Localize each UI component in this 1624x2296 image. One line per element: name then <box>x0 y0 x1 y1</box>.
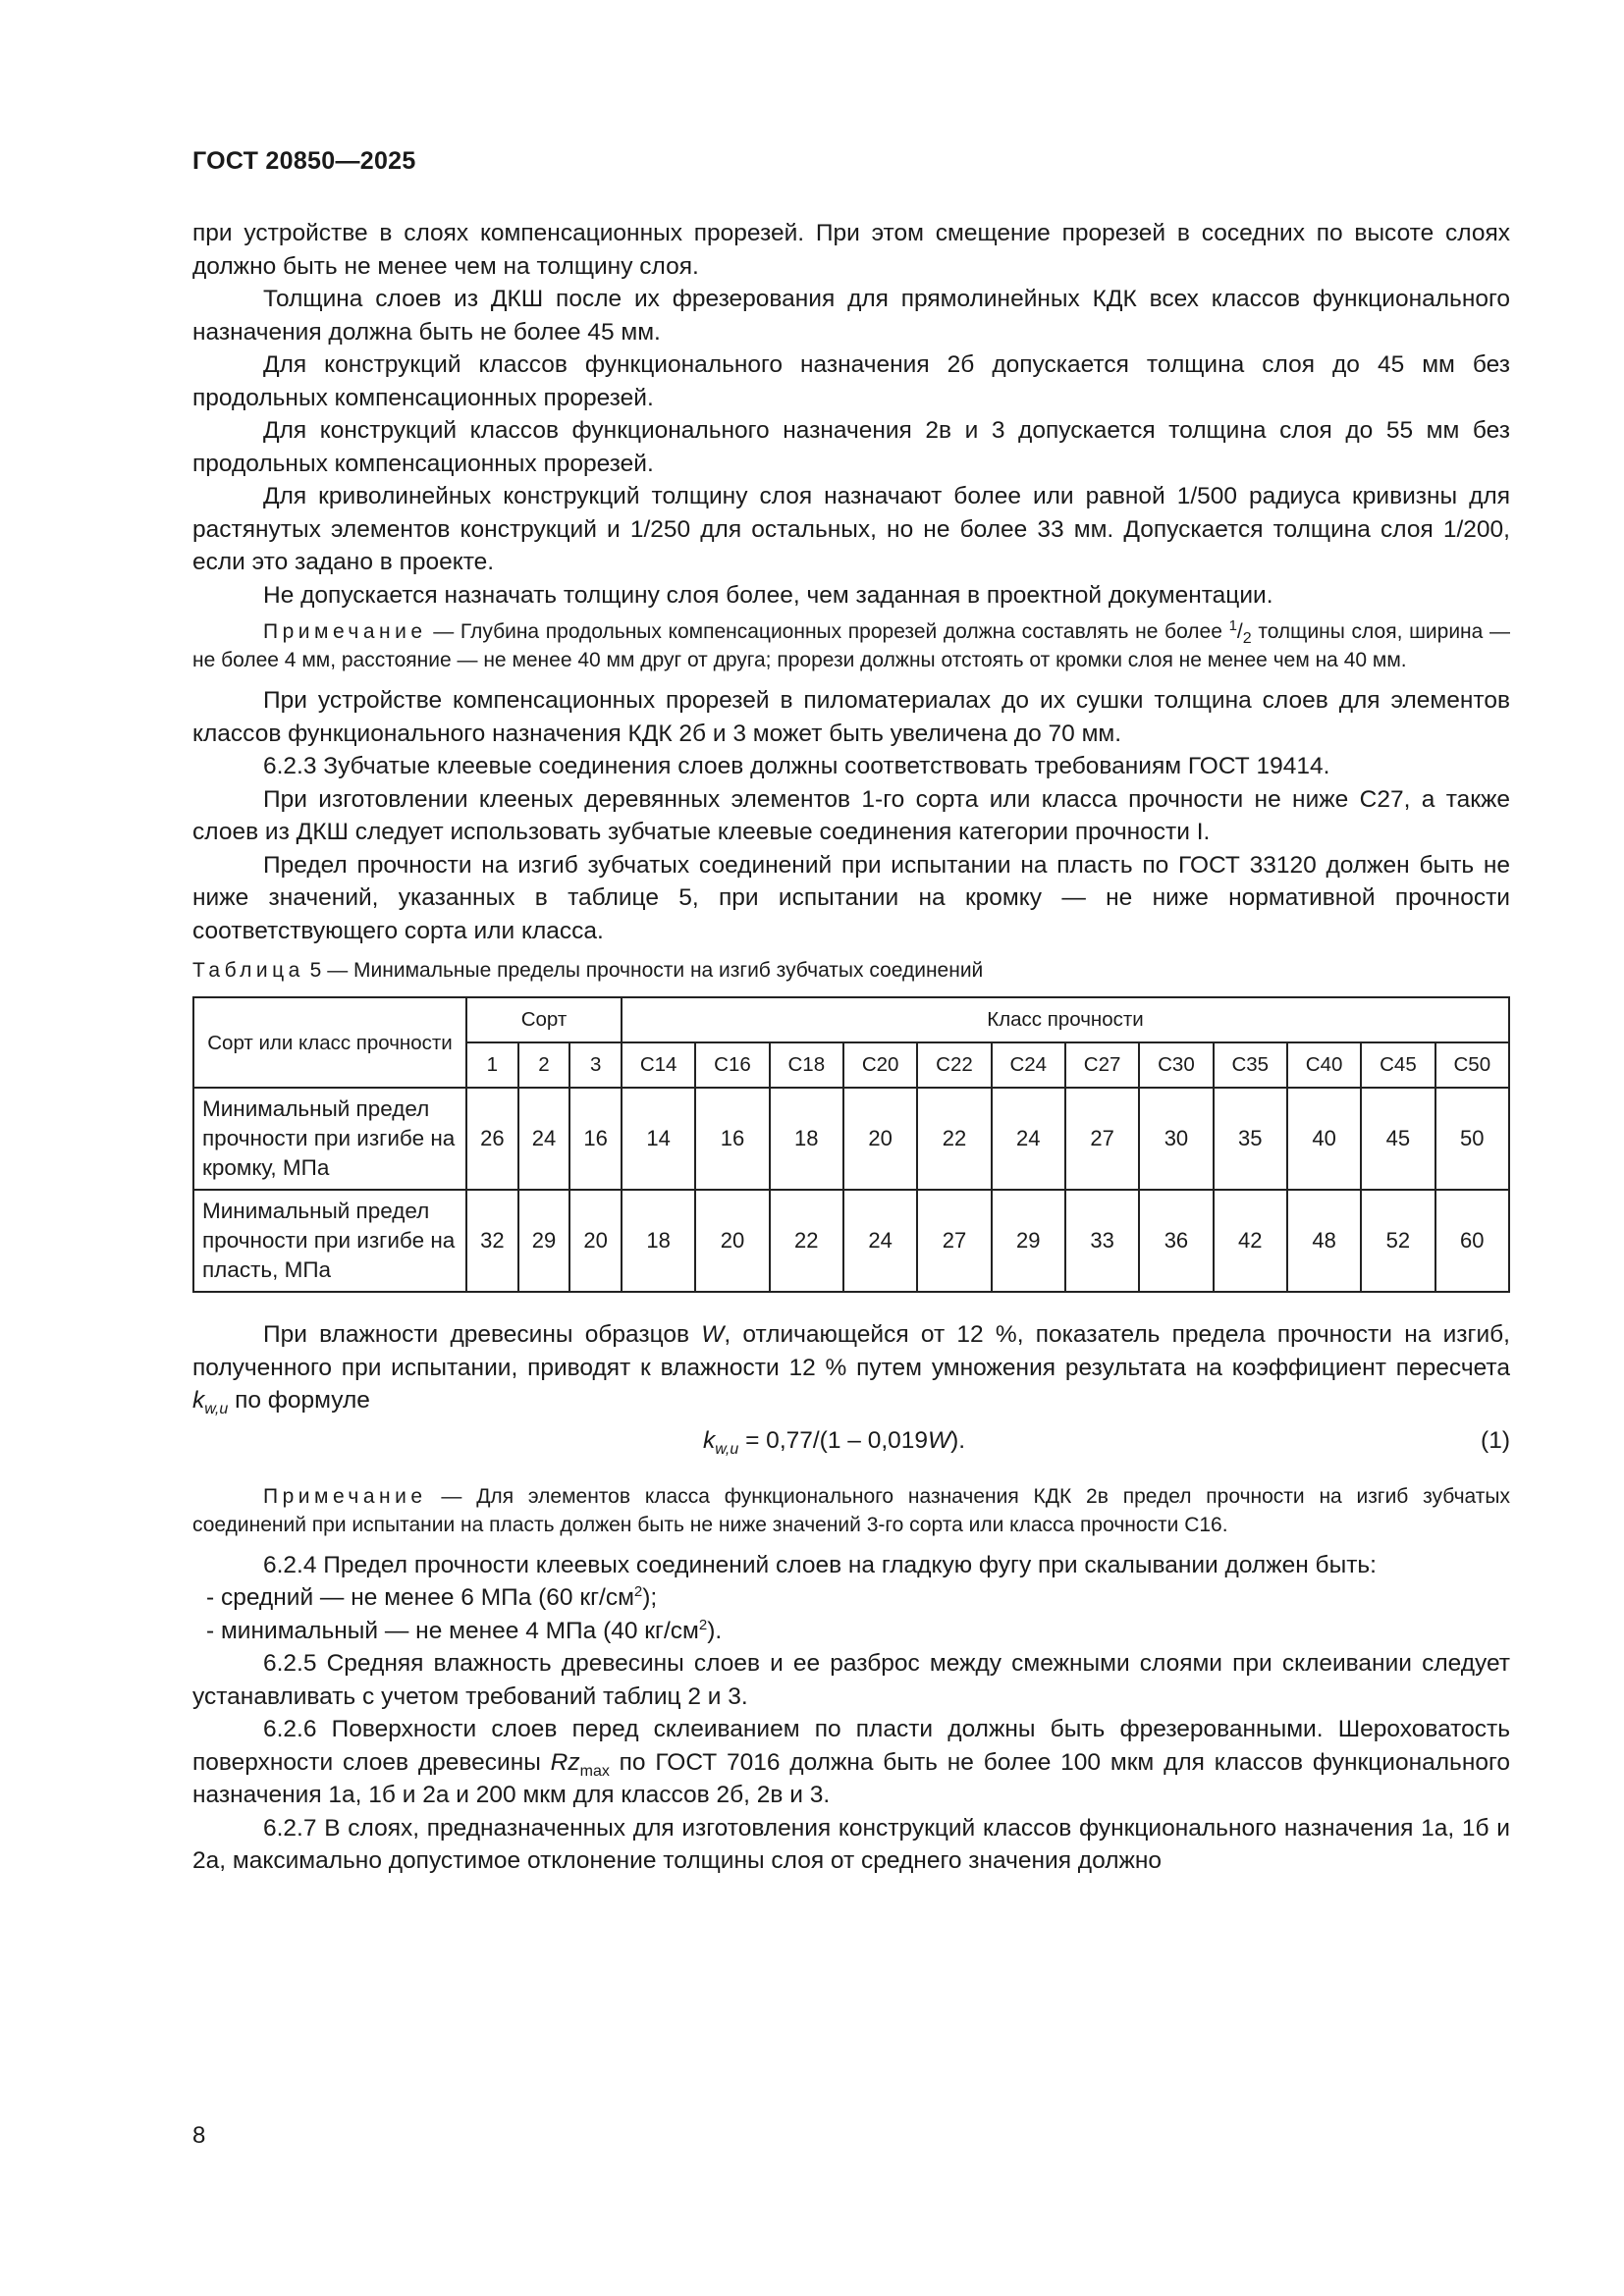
text-run: 6.2.6 Поверхности слоев перед склеиванием по пласти должны быть фрезерованными. Шероховатость поверхности слоев древесины <box>192 1716 1510 1776</box>
paragraph: Предел прочности на изгиб зубчатых соединений при испытании на пласть по ГОСТ 33120 должен быть не ниже значений, указанных в таблице 5, при испытании на кромку — не ниже нормативной прочности соответствующего сорта или класса. <box>192 851 1510 944</box>
paragraph: Для криволинейных конструкций толщину слоя назначают более или равной 1/500 радиуса кривизны для растянутых элементов конструкций и 1/250 для остальных, но не более 33 мм. Допускается толщина слоя 1/200, если это задано в проекте. <box>192 483 1510 575</box>
table-cell: 20 <box>569 1190 622 1292</box>
formula-body: = 0,77/(1 – 0,019 <box>738 1426 929 1454</box>
table-cell: 14 <box>622 1088 695 1190</box>
paragraph: 6.2.4 Предел прочности клеевых соединений слоев на гладкую фугу при скалывании должен быть: <box>263 1551 1377 1578</box>
table-column-header: С22 <box>917 1042 991 1088</box>
table-column-header: С45 <box>1361 1042 1435 1088</box>
table-column-header: С30 <box>1139 1042 1213 1088</box>
paragraph: Для конструкций классов функционального назначения 2в и 3 допускается толщина слоя до 55 мм без продольных компенсационных прорезей. <box>192 417 1510 477</box>
formula-number: (1) <box>1481 1426 1510 1454</box>
table-cell: 20 <box>843 1088 917 1190</box>
list-item-text: ). <box>707 1617 723 1644</box>
table-cell: 16 <box>695 1088 769 1190</box>
table-column-header: С50 <box>1435 1042 1509 1088</box>
table-cell: 42 <box>1214 1190 1287 1292</box>
note-1: Примечание — Глубина продольных компенсационных прорезей должна составлять не более $^1/_2$ толщины слоя, ширина — не более 4 мм, расстояние — не менее 40 мм друг от друга; прорези должны отстоять от кромки слоя не менее чем на 40 мм. <box>192 617 1510 671</box>
note-label: Примечание <box>263 1484 427 1508</box>
table-cell: 26 <box>466 1088 518 1190</box>
paragraph: При изготовлении клееных деревянных элементов 1-го сорта или класса прочности не ниже С27, а также слоев из ДКШ следует использовать зубчатые клеевые соединения категории прочности I. <box>192 785 1510 845</box>
table-caption-label: Таблица <box>192 959 304 982</box>
table-column-header: С14 <box>622 1042 695 1088</box>
table-column-header: С20 <box>843 1042 917 1088</box>
table-column-header: С27 <box>1065 1042 1139 1088</box>
table-cell: 45 <box>1361 1088 1435 1190</box>
formula-w: W <box>928 1426 951 1454</box>
table-cell: 29 <box>992 1190 1065 1292</box>
text-run: по ГОСТ 7016 должна быть не более 100 мкм для классов функционального назначения 1а, 1б и 2а и 200 мкм для классов 2б, 2в и 3. <box>192 1748 1510 1808</box>
superscript: 2 <box>698 1616 708 1633</box>
table-caption-text: 5 — Минимальные пределы прочности на изгиб зубчатых соединений <box>303 959 984 982</box>
paragraph <box>192 1713 1510 1812</box>
table-row <box>193 1190 1509 1292</box>
formula-k: k <box>703 1426 716 1454</box>
table-cell: 27 <box>1065 1088 1139 1190</box>
text-run: по формуле <box>228 1387 370 1414</box>
list-item <box>206 1615 1510 1648</box>
symbol-k: k <box>192 1387 205 1414</box>
paragraph: 6.2.7 В слоях, предназначенных для изготовления конструкций классов функционального назначения 1а, 1б и 2а, максимально допустимое отклонение толщины слоя от среднего значения должно <box>192 1814 1510 1874</box>
table-cell: 27 <box>917 1190 991 1292</box>
table-group-header-sort: Сорт <box>466 997 622 1042</box>
symbol-rz-subscript: max <box>579 1762 610 1780</box>
table-cell: 33 <box>1065 1190 1139 1292</box>
page-number: 8 <box>192 2122 206 2149</box>
table-cell: 22 <box>917 1088 991 1190</box>
table-cell: 40 <box>1287 1088 1361 1190</box>
note-label: Примечание <box>263 620 427 643</box>
fraction-denominator: 2 <box>1242 630 1252 648</box>
table-cell: 52 <box>1361 1190 1435 1292</box>
table-cell: 30 <box>1139 1088 1213 1190</box>
list-item-text: - средний — не менее 6 МПа (60 кг/см <box>206 1584 634 1611</box>
list-item <box>206 1581 1510 1615</box>
paragraph: Толщина слоев из ДКШ после их фрезерования для прямолинейных КДК всех классов функционального назначения должна быть не более 45 мм. <box>192 286 1510 346</box>
list-item-text: - минимальный — не менее 4 МПа (40 кг/см <box>206 1617 699 1644</box>
paragraph: 6.2.3 Зубчатые клеевые соединения слоев должны соответствовать требованиям ГОСТ 19414. <box>263 753 1330 779</box>
table-cell: 24 <box>992 1088 1065 1190</box>
table-row-label: Минимальный предел прочности при изгибе на кромку, МПа <box>193 1088 466 1190</box>
symbol-rz: Rz <box>550 1748 580 1776</box>
superscript: 2 <box>633 1582 643 1600</box>
table-row-label: Минимальный предел прочности при изгибе на пласть, МПа <box>193 1190 466 1292</box>
note-2 <box>192 1482 1510 1539</box>
table-cell: 24 <box>843 1190 917 1292</box>
table-row <box>193 1088 1509 1190</box>
paragraph: 6.2.5 Средняя влажность древесины слоев и ее разброс между смежными слоями при склеивании следует устанавливать с учетом требований таблиц 2 и 3. <box>192 1650 1510 1710</box>
paragraph: При устройстве компенсационных прорезей в пиломатериалах до их сушки толщина слоев для элементов классов функционального назначения КДК 2б и 3 может быть увеличена до 70 мм. <box>192 687 1510 747</box>
note-text: толщины слоя, ширина — не более 4 мм, расстояние — не менее 40 мм друг от друга; прорези должны отстоять от кромки слоя не менее чем на 40 мм. <box>192 620 1510 671</box>
formula-expression <box>703 1426 966 1458</box>
table-5 <box>192 996 1510 1293</box>
table-cell: 18 <box>622 1190 695 1292</box>
table-cell: 16 <box>569 1088 622 1190</box>
paragraph: Для конструкций классов функционального назначения 2б допускается толщина слоя до 45 мм без продольных компенсационных прорезей. <box>192 351 1510 411</box>
table-cell: 24 <box>518 1088 570 1190</box>
symbol-k-subscript: w,u <box>204 1400 229 1417</box>
table-cell: 32 <box>466 1190 518 1292</box>
table-group-header-class: Класс прочности <box>622 997 1509 1042</box>
list-item-text: ); <box>642 1584 658 1611</box>
document-header: ГОСТ 20850—2025 <box>192 147 416 175</box>
table-column-header: 2 <box>518 1042 570 1088</box>
table-column-header: 3 <box>569 1042 622 1088</box>
symbol-w: W <box>701 1321 725 1348</box>
note-text: — Глубина продольных компенсационных прорезей должна составлять не более <box>426 620 1229 643</box>
table-column-header: С16 <box>695 1042 769 1088</box>
table-column-header: С40 <box>1287 1042 1361 1088</box>
text-run: , отличающейся от 12 %, показатель предела прочности на изгиб, полученного при испытании, приводят к влажности 12 % путем умножения результата на коэффициент пересчета <box>192 1321 1510 1381</box>
document-page <box>192 147 1510 1878</box>
text-run: При влажности древесины образцов <box>263 1321 702 1348</box>
table-column-header: 1 <box>466 1042 518 1088</box>
table-caption <box>192 959 1510 983</box>
table-cell: 29 <box>518 1190 570 1292</box>
paragraph: при устройстве в слоях компенсационных прорезей. При этом смещение прорезей в соседних по высоте слоях должно быть не менее чем на толщину слоя. <box>192 220 1510 280</box>
table-column-header: С35 <box>1214 1042 1287 1088</box>
table-corner-header: Сорт или класс прочности <box>193 997 466 1088</box>
table-column-header: С18 <box>770 1042 843 1088</box>
table-cell: 22 <box>770 1190 843 1292</box>
formula-k-subscript: w,u <box>715 1440 739 1458</box>
table-cell: 20 <box>695 1190 769 1292</box>
table-cell: 35 <box>1214 1088 1287 1190</box>
paragraph <box>192 1318 1510 1417</box>
table-cell: 50 <box>1435 1088 1509 1190</box>
table-column-header: С24 <box>992 1042 1065 1088</box>
table-cell: 36 <box>1139 1190 1213 1292</box>
table-cell: 60 <box>1435 1190 1509 1292</box>
fraction-numerator: 1 <box>1228 617 1237 634</box>
note-text: — Для элементов класса функционального назначения КДК 2в предел прочности на изгиб зубчатых соединений при испытании на пласть должен быть не ниже значений 3-го сорта или класса прочности С16. <box>192 1484 1510 1536</box>
paragraph: Не допускается назначать толщину слоя более, чем заданная в проектной документации. <box>263 581 1273 609</box>
formula-1 <box>192 1417 1510 1472</box>
table-cell: 48 <box>1287 1190 1361 1292</box>
formula-body: ). <box>950 1426 966 1454</box>
table-cell: 18 <box>770 1088 843 1190</box>
